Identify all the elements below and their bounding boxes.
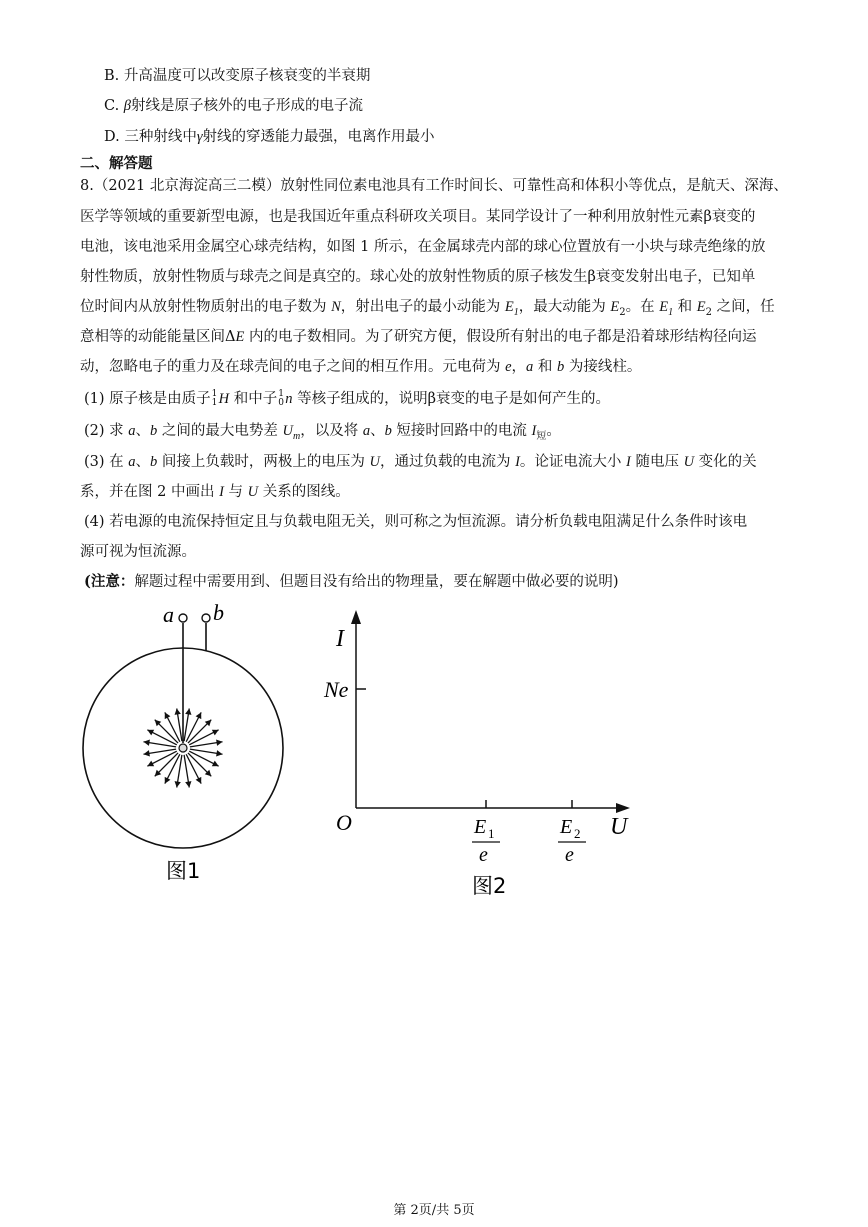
option-d: D. 三种射线中γ射线的穿透能力最强，电离作用最小 xyxy=(104,129,435,145)
origin-label: O xyxy=(336,810,352,835)
question-4-line-2: 源可视为恒流源。 xyxy=(80,544,196,560)
x-tick-1-subscript: 1 xyxy=(488,826,495,841)
x-tick-1-numerator: E xyxy=(474,816,487,838)
note: (注意：解题过程中需要用到、但题目没有给出的物理量，要在解题中做必要的说明) xyxy=(84,573,619,590)
question-4-line-1: (4) 若电源的电流保持恒定且与负载电阻无关，则可称之为恒流源。请分析负载电阻满足什么条件时该电 xyxy=(84,514,748,530)
terminal-a-label: a xyxy=(163,602,174,627)
electron-ray-arrowhead xyxy=(175,781,181,787)
problem-line-1: 8.（2021 北京海淀高三二模）放射性同位素电池具有工作时间长、可靠性高和体积小等优点，是航天、深海、 xyxy=(80,178,788,194)
problem-line-2: 医学等领域的重要新型电源，也是我国近年重点科研攻关项目。某同学设计了一种利用放射性元素β衰变的 xyxy=(80,209,756,225)
question-3-line-2: 系，并在图 2 中画出 I 与 U 关系的图线。 xyxy=(80,484,350,500)
figure-1 xyxy=(78,598,298,888)
x-tick-2-denominator: e xyxy=(565,844,574,866)
question-1: (1) 原子核是由质子 1 1 H 和中子 1 0 n 等核子组成的，说明β衰变的电子是如何产生的。 xyxy=(84,389,610,408)
option-c: C. β射线是原子核外的电子形成的电子流 xyxy=(104,98,364,114)
electron-ray-arrowhead xyxy=(185,708,191,714)
problem-line-7: 动，忽略电子的重力及在球壳间的电子之间的相互作用。元电荷为 e，a 和 b 为接线柱。 xyxy=(80,359,642,375)
problem-line-3: 电池，该电池采用金属空心球壳结构，如图 1 所示，在金属球壳内部的球心位置放有一小块与球壳绝缘的放 xyxy=(80,239,766,255)
figure-1-caption: 图1 xyxy=(166,859,201,883)
option-b: B. 升高温度可以改变原子核衰变的半衰期 xyxy=(104,68,371,84)
electron-ray-arrowhead xyxy=(185,781,191,787)
y-axis-arrow xyxy=(351,610,361,624)
electron-ray-arrowhead xyxy=(143,750,149,756)
y-axis-label: I xyxy=(336,626,344,652)
x-tick-2-subscript: 2 xyxy=(574,826,581,841)
x-axis-arrow xyxy=(616,803,630,813)
y-tick-label: Ne xyxy=(324,677,349,702)
terminal-b-dot xyxy=(202,614,210,622)
electron-ray-arrowhead xyxy=(143,740,149,746)
x-tick-2-numerator: E xyxy=(560,816,573,838)
terminal-a-dot xyxy=(179,614,187,622)
x-axis-label: U xyxy=(610,814,628,840)
question-2: (2) 求 a、b 之间的最大电势差 $U_m$，以及将 a、b 短接时回路中的电流 $I_短$。 xyxy=(84,423,561,442)
problem-line-6: 意相等的动能能量区间ΔE 内的电子数相同。为了研究方便，假设所有射出的电子都是沿着球形结构径向运 xyxy=(80,329,757,345)
question-3-line-1: (3) 在 a、b 间接上负载时，两极上的电压为 U，通过负载的电流为 I。论证电流大小 I 随电压 U 变化的关 xyxy=(84,454,757,470)
electron-ray-arrowhead xyxy=(216,750,222,756)
figure-2-caption: 图2 xyxy=(472,874,507,898)
problem-line-5: 位时间内从放射性物质射出的电子数为 N，射出电子的最小动能为 $E_1$，最大动能为 $E_2$。在 $E_1$ 和 $E_2$ 之间，任 xyxy=(80,299,775,318)
x-tick-1-denominator: e xyxy=(479,844,488,866)
page-footer: 第 2页/共 5页 xyxy=(393,1203,475,1218)
radioactive-source xyxy=(179,744,187,752)
figure-2 xyxy=(320,600,650,900)
problem-line-4: 射性物质，放射性物质与球壳之间是真空的。球心处的放射性物质的原子核发生β衰变发射出电子，已知单 xyxy=(80,269,756,285)
electron-ray-arrowhead xyxy=(216,740,222,746)
terminal-b-label: b xyxy=(213,600,224,625)
electron-ray-arrowhead xyxy=(175,708,181,714)
section-title: 二、解答题 xyxy=(80,155,153,172)
